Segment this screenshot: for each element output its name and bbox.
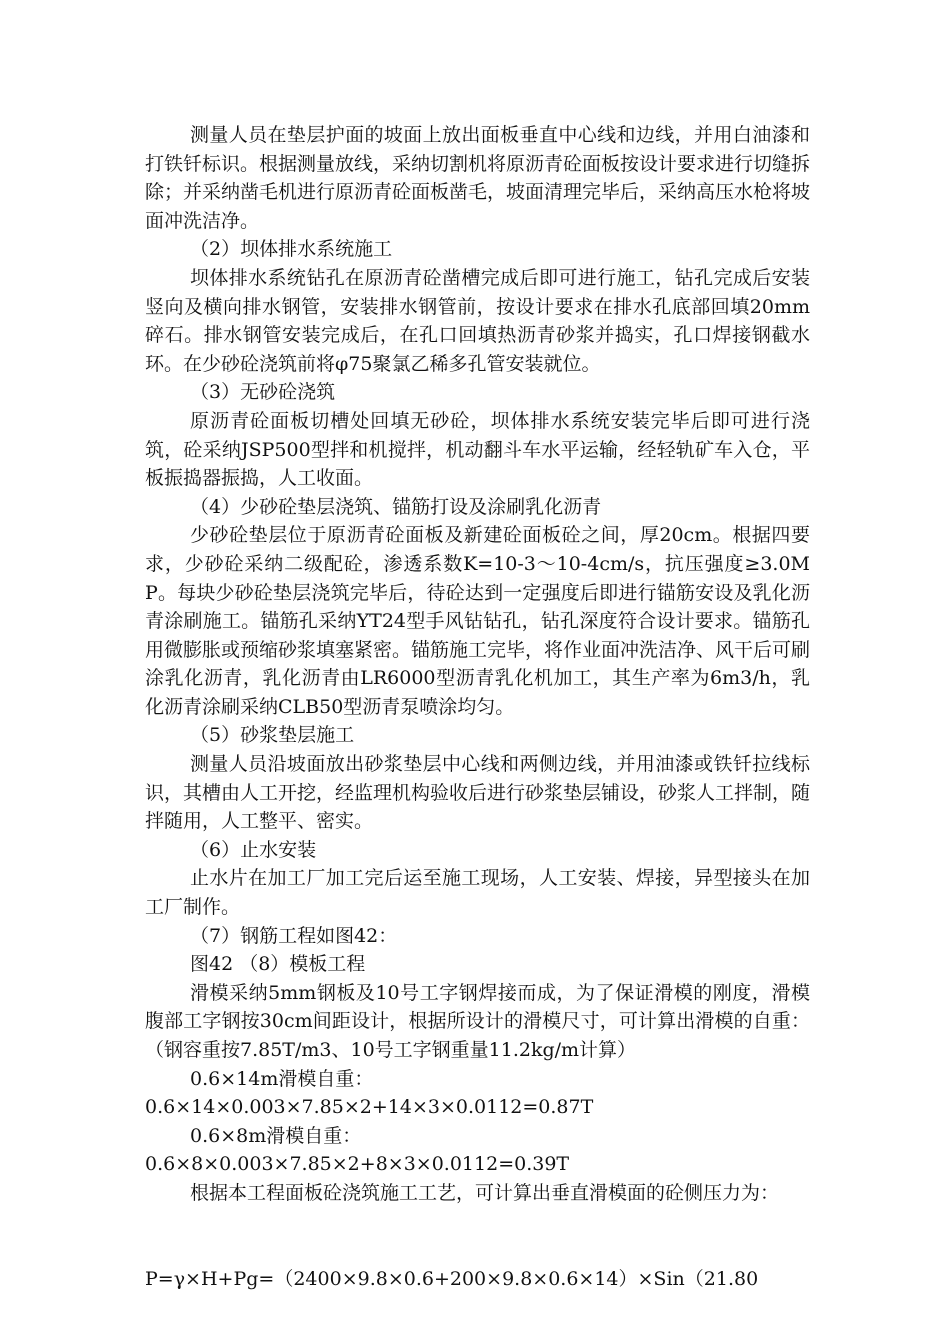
body-paragraph: 根据本工程面板砼浇筑施工工艺，可计算出垂直滑模面的砼侧压力为：	[190, 1181, 780, 1204]
formula-line: 0.6×14×0.003×7.85×2+14×3×0.0112=0.87T	[145, 1096, 594, 1119]
section-heading: （6）止水安装	[190, 838, 317, 861]
section-heading: （2）坝体排水系统施工	[190, 238, 393, 261]
body-paragraph: 原沥青砼面板切槽处回填无砂砼，坝体排水系统安装完毕后即可进行浇筑，砼采纳JSP500型拌和机搅拌，机动翻斗车水平运输，经轻轨矿车入仓，平板振捣器振捣，人工收面。	[145, 409, 810, 490]
body-paragraph: 少砂砼垫层位于原沥青砼面板及新建砼面板砼之间，厚20cm。根据四要求，少砂砼采纳二级配砼，渗透系数K=10-3～10-4cm/s，抗压强度≥3.0MP。每块少砂砼垫层浇筑完毕后，待砼达到一定强度后即进行锚筋安设及乳化沥青涂刷施工。锚筋孔采纳YT24型手风钻钻孔，钻孔深度符合设计要求。锚筋孔用微膨胀或预缩砂浆填塞紧密。锚筋施工完毕，将作业面冲洗洁净、风干后可刷涂乳化沥青，乳化沥青由LR6000型沥青乳化机加工，其生产率为6m3/h，乳化沥青涂刷采纳CLB50型沥青泵喷涂均匀。	[145, 524, 811, 718]
section-heading: （7）钢筋工程如图42：	[190, 924, 398, 947]
body-paragraph: 坝体排水系统钻孔在原沥青砼凿槽完成后即可进行施工，钻孔完成后安装竖向及横向排水钢管，安装排水钢管前，按设计要求在排水孔底部回填20mm碎石。排水钢管安装完成后，在孔口回填热沥青砂浆并捣实，孔口焊接钢截水环。在少砂砼浇筑前将φ75聚氯乙稀多孔管安装就位。	[145, 266, 810, 375]
blank-line	[145, 1208, 810, 1237]
section-heading: （4）少砂砼垫层浇筑、锚筋打设及涂刷乳化沥青	[190, 495, 602, 518]
figure-caption: 图42 （8）模板工程	[190, 953, 366, 976]
section-heading: （5）砂浆垫层施工	[190, 724, 355, 747]
body-paragraph: 滑模采纳5mm钢板及10号工字钢焊接而成，为了保证滑模的刚度，滑模腹部工字钢按30cm间距设计，根据所设计的滑模尺寸，可计算出滑模的自重：（钢容重按7.85T/m3、10号工字钢重量11.2kg/m计算）	[145, 981, 810, 1061]
blank-line	[145, 1236, 810, 1265]
formula-label: 0.6×14m滑模自重：	[190, 1067, 374, 1090]
formula-label: 0.6×8m滑模自重：	[190, 1124, 362, 1147]
formula-line: 0.6×8×0.003×7.85×2+8×3×0.0112=0.39T	[145, 1153, 570, 1176]
pressure-formula: P=γ×H+Pg=（2400×9.8×0.6+200×9.8×0.6×14）×Sin（21.80	[145, 1267, 759, 1290]
body-paragraph: 止水片在加工厂加工完后运至施工现场，人工安装、焊接，异型接头在加工厂制作。	[145, 867, 810, 919]
body-paragraph: 测量人员在垫层护面的坡面上放出面板垂直中心线和边线，并用白油漆和打铁钎标识。根据测量放线，采纳切割机将原沥青砼面板按设计要求进行切缝拆除；并采纳凿毛机进行原沥青砼面板凿毛，坡面清理完毕后，采纳高压水枪将坡面冲洗洁净。	[145, 124, 811, 232]
section-heading: （3）无砂砼浇筑	[190, 381, 336, 404]
body-paragraph: 测量人员沿坡面放出砂浆垫层中心线和两侧边线，并用油漆或铁钎拉线标识，其槽由人工开挖，经监理机构验收后进行砂浆垫层铺设，砂浆人工拌制，随拌随用，人工整平、密实。	[145, 753, 811, 833]
document-page	[145, 121, 810, 1312]
